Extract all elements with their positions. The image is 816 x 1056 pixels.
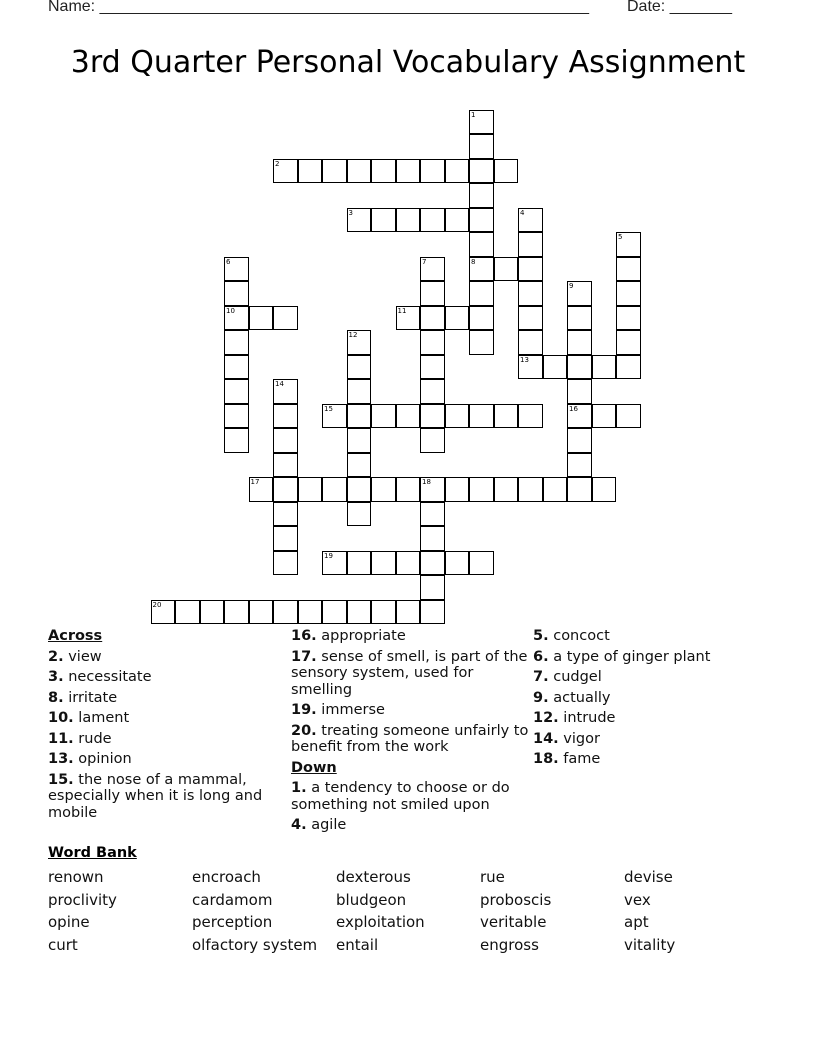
crossword-cell[interactable]	[396, 600, 421, 625]
crossword-cell[interactable]	[347, 379, 372, 404]
crossword-cell[interactable]	[494, 477, 519, 502]
down-clue: 14. vigor	[533, 730, 600, 747]
crossword-cell[interactable]	[445, 159, 470, 184]
crossword-cell[interactable]	[592, 477, 617, 502]
crossword-cell[interactable]	[347, 477, 372, 502]
down-clue: 5. concoct	[533, 628, 610, 644]
clue-number: 3	[348, 208, 353, 217]
clue-number: 5	[618, 233, 623, 241]
crossword-cell[interactable]	[249, 600, 274, 625]
clue-number: 6	[226, 257, 231, 266]
crossword-cell[interactable]	[151, 600, 176, 625]
crossword-cell[interactable]	[347, 551, 372, 576]
word-bank-item: apt	[624, 913, 649, 931]
clue-number: 7	[422, 257, 427, 266]
crossword-cell[interactable]	[469, 306, 494, 331]
crossword-cell[interactable]	[396, 306, 421, 331]
crossword-cell[interactable]	[224, 306, 249, 331]
word-bank-item: vitality	[624, 935, 676, 954]
crossword-cell[interactable]	[224, 379, 249, 404]
crossword-cell[interactable]	[298, 600, 323, 625]
down-clue: 1. a tendency to choose or do something not smiled upon	[291, 780, 510, 813]
word-bank-item: veritable	[480, 913, 547, 931]
crossword-cell[interactable]	[273, 502, 298, 527]
crossword-cell[interactable]	[567, 477, 592, 502]
crossword-cell[interactable]	[420, 428, 445, 453]
crossword-cell[interactable]	[347, 428, 372, 453]
word-bank-item: olfactory system	[192, 935, 318, 954]
crossword-cell[interactable]	[420, 551, 445, 576]
crossword-cell[interactable]	[616, 404, 641, 429]
crossword-cell[interactable]	[543, 355, 568, 380]
across-clue: 11. rude	[48, 730, 112, 747]
crossword-cell[interactable]	[469, 281, 494, 306]
crossword-cell[interactable]	[616, 281, 641, 306]
crossword-cell[interactable]	[420, 502, 445, 527]
crossword-cell[interactable]	[175, 600, 200, 625]
clues-column-2	[291, 628, 531, 838]
crossword-cell[interactable]	[273, 306, 298, 331]
word-bank-item: opine	[48, 913, 90, 931]
crossword-cell[interactable]	[273, 404, 298, 429]
word-bank-heading: Word Bank	[48, 845, 137, 861]
crossword-cell[interactable]	[518, 257, 543, 282]
clues-column-3	[533, 628, 773, 772]
word-bank-item: exploitation	[336, 913, 425, 931]
crossword-cell[interactable]	[518, 404, 543, 429]
across-clue: 3. necessitate	[48, 669, 152, 685]
crossword-cell[interactable]	[518, 477, 543, 502]
crossword-cell[interactable]	[273, 526, 298, 551]
crossword-cell[interactable]	[298, 159, 323, 184]
crossword-cell[interactable]	[420, 575, 445, 600]
crossword-cell[interactable]	[420, 330, 445, 355]
clue-number: 17	[250, 478, 260, 486]
crossword-cell[interactable]	[445, 306, 470, 331]
crossword-cell[interactable]	[224, 330, 249, 355]
clue-number: 13	[520, 355, 529, 364]
down-heading: Down	[291, 759, 337, 776]
across-clue: 8. irritate	[48, 689, 118, 706]
crossword-cell[interactable]	[567, 306, 592, 331]
crossword-cell[interactable]	[371, 159, 396, 184]
crossword-cell[interactable]	[200, 600, 225, 625]
word-bank-item: curt	[48, 935, 78, 954]
crossword-cell[interactable]	[273, 453, 298, 478]
crossword-cell[interactable]	[592, 404, 617, 429]
page-title: 3rd Quarter Personal Vocabulary Assignment	[70, 45, 746, 80]
crossword-cell[interactable]	[518, 355, 543, 380]
crossword-cell[interactable]	[445, 551, 470, 576]
crossword-cell[interactable]	[469, 232, 494, 257]
across-clue: 10. lament	[48, 710, 130, 726]
down-clue: 7. cudgel	[533, 669, 602, 685]
word-bank-item: devise	[624, 868, 673, 886]
crossword-cell[interactable]	[371, 208, 396, 233]
clue-number: 16	[569, 404, 578, 413]
word-bank-item: proclivity	[48, 890, 117, 909]
crossword-cell[interactable]	[469, 257, 494, 282]
crossword-cell[interactable]	[420, 257, 445, 282]
crossword-cell[interactable]	[616, 355, 641, 380]
crossword-cell[interactable]	[420, 600, 445, 625]
crossword-cell[interactable]	[469, 110, 494, 135]
clue-number: 12	[348, 331, 358, 339]
word-bank-item: vex	[624, 890, 651, 909]
crossword-cell[interactable]	[445, 208, 470, 233]
down-clue: 4. agile	[291, 817, 347, 833]
crossword-cell[interactable]	[396, 159, 421, 184]
word-bank-item: proboscis	[480, 890, 552, 909]
crossword-cell[interactable]	[445, 477, 470, 502]
clue-number: 1	[471, 110, 476, 119]
crossword-cell[interactable]	[249, 477, 274, 502]
crossword-cell[interactable]	[445, 404, 470, 429]
crossword-cell[interactable]	[420, 159, 445, 184]
date-field-label: Date: _______	[627, 0, 732, 15]
word-bank-item: encroach	[192, 868, 261, 886]
crossword-cell[interactable]	[616, 330, 641, 355]
across-heading: Across	[48, 628, 103, 644]
crossword-cell[interactable]	[616, 257, 641, 282]
crossword-cell[interactable]	[273, 551, 298, 576]
crossword-cell[interactable]	[322, 600, 347, 625]
crossword-cell[interactable]	[567, 453, 592, 478]
word-bank-item: engross	[480, 935, 539, 954]
crossword-cell[interactable]	[249, 306, 274, 331]
crossword-cell[interactable]	[347, 600, 372, 625]
crossword-cell[interactable]	[420, 306, 445, 331]
crossword-cell[interactable]	[518, 306, 543, 331]
crossword-cell[interactable]	[469, 159, 494, 184]
word-bank-item: perception	[192, 913, 273, 931]
crossword-cell[interactable]	[273, 477, 298, 502]
crossword-cell[interactable]	[420, 208, 445, 233]
clue-number: 15	[324, 404, 333, 413]
crossword-cell[interactable]	[273, 428, 298, 453]
crossword-cell[interactable]	[469, 134, 494, 159]
crossword-cell[interactable]	[347, 404, 372, 429]
crossword-cell[interactable]	[420, 379, 445, 404]
crossword-cell[interactable]	[273, 379, 298, 404]
across-clue: 15. the nose of a mammal, especially when it is long and mobile	[48, 771, 263, 821]
crossword-cell[interactable]	[224, 600, 249, 625]
crossword-cell[interactable]	[567, 404, 592, 429]
down-clue: 9. actually	[533, 689, 611, 706]
down-clue: 18. fame	[533, 751, 601, 767]
word-bank-item: entail	[336, 935, 379, 954]
crossword-cell[interactable]	[371, 404, 396, 429]
crossword-cell[interactable]	[420, 404, 445, 429]
crossword-cell[interactable]	[616, 306, 641, 331]
crossword-cell[interactable]	[518, 281, 543, 306]
crossword-cell[interactable]	[494, 159, 519, 184]
clue-number: 18	[422, 478, 431, 486]
crossword-cell[interactable]	[518, 330, 543, 355]
crossword-cell[interactable]	[371, 551, 396, 576]
crossword-cell[interactable]	[347, 330, 372, 355]
crossword-cell[interactable]	[347, 502, 372, 527]
crossword-cell[interactable]	[469, 551, 494, 576]
across-clue: 13. opinion	[48, 751, 132, 767]
clue-number: 9	[569, 282, 574, 290]
crossword-cell[interactable]	[347, 453, 372, 478]
crossword-cell[interactable]	[322, 477, 347, 502]
across-clue: 16. appropriate	[291, 628, 406, 644]
across-clue: 2. view	[48, 648, 102, 665]
crossword-cell[interactable]	[518, 232, 543, 257]
crossword-cell[interactable]	[420, 477, 445, 502]
down-clue: 12. intrude	[533, 710, 616, 726]
crossword-cell[interactable]	[469, 183, 494, 208]
crossword-cell[interactable]	[298, 477, 323, 502]
clue-number: 11	[397, 306, 407, 315]
clue-number: 19	[324, 551, 333, 560]
across-clue: 20. treating someone unfairly to benefit from the work	[291, 722, 529, 755]
crossword-cell[interactable]	[494, 257, 519, 282]
crossword-cell[interactable]	[420, 526, 445, 551]
crossword-cell[interactable]	[273, 159, 298, 184]
across-clue: 17. sense of smell, is part of the sensory system, used for smelling	[291, 648, 528, 698]
crossword-cell[interactable]	[347, 208, 372, 233]
crossword-cell[interactable]	[518, 208, 543, 233]
word-bank-item: rue	[480, 868, 505, 886]
down-clue: 6. a type of ginger plant	[533, 648, 711, 665]
word-bank-item: dexterous	[336, 868, 411, 886]
crossword-cell[interactable]	[322, 404, 347, 429]
crossword-cell[interactable]	[469, 404, 494, 429]
clue-number: 8	[471, 257, 476, 266]
crossword-cell[interactable]	[224, 355, 249, 380]
crossword-cell[interactable]	[347, 159, 372, 184]
word-bank-item: renown	[48, 868, 104, 886]
crossword-cell[interactable]	[469, 477, 494, 502]
crossword-cell[interactable]	[616, 232, 641, 257]
clue-number: 4	[520, 208, 525, 217]
crossword-cell[interactable]	[420, 355, 445, 380]
clue-number: 14	[275, 380, 284, 388]
crossword-cell[interactable]	[567, 355, 592, 380]
crossword-cell[interactable]	[224, 281, 249, 306]
clue-number: 2	[275, 159, 280, 168]
crossword-cell[interactable]	[592, 355, 617, 380]
clue-number: 20	[152, 600, 162, 609]
crossword-cell[interactable]	[396, 551, 421, 576]
name-field-label: Name: _______________________________________________________	[48, 0, 589, 15]
crossword-cell[interactable]	[420, 281, 445, 306]
crossword-cell[interactable]	[371, 477, 396, 502]
crossword-cell[interactable]	[494, 404, 519, 429]
word-bank-item: bludgeon	[336, 890, 407, 909]
crossword-cell[interactable]	[567, 281, 592, 306]
crossword-cell[interactable]	[224, 428, 249, 453]
crossword-cell[interactable]	[224, 404, 249, 429]
crossword-cell[interactable]	[567, 428, 592, 453]
crossword-cell[interactable]	[396, 477, 421, 502]
crossword-cell[interactable]	[543, 477, 568, 502]
crossword-cell[interactable]	[322, 159, 347, 184]
crossword-cell[interactable]	[396, 208, 421, 233]
crossword-cell[interactable]	[567, 330, 592, 355]
across-clue: 19. immerse	[291, 702, 385, 718]
word-bank-item: cardamom	[192, 890, 273, 909]
crossword-cell[interactable]	[396, 404, 421, 429]
crossword-cell[interactable]	[224, 257, 249, 282]
clue-number: 10	[226, 306, 235, 315]
crossword-cell[interactable]	[347, 355, 372, 380]
crossword-cell[interactable]	[469, 330, 494, 355]
crossword-cell[interactable]	[567, 379, 592, 404]
crossword-cell[interactable]	[371, 600, 396, 625]
clues-column-1	[48, 628, 288, 825]
crossword-cell[interactable]	[469, 208, 494, 233]
crossword-cell[interactable]	[273, 600, 298, 625]
crossword-cell[interactable]	[322, 551, 347, 576]
